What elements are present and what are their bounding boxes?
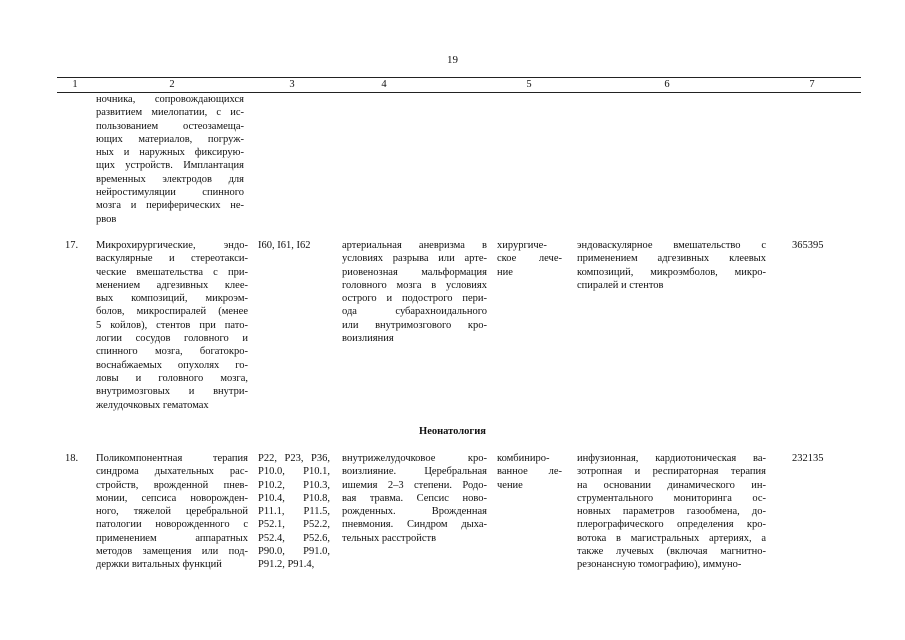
cell-line: P52.4, P52.6, (258, 532, 330, 544)
cell-line: чение (497, 479, 523, 491)
cell-line: ного, тяжелой церебральной (96, 506, 248, 518)
cell-line: острого и подострого пери- (342, 293, 487, 305)
cell-line: ода субарахноидального (342, 306, 487, 318)
cell-line: головного мозга в условиях (342, 279, 487, 291)
icd-codes-cell (258, 239, 328, 252)
cell-line: болов, микроспиралей (менее (96, 306, 248, 318)
cell-line: пневмония. Синдром дыха- (342, 519, 487, 531)
cost-cell: 232135 (792, 453, 824, 464)
cell-line: спинного мозга, богатокро- (96, 346, 248, 358)
cell-line: желудочковых гематомах (96, 399, 209, 411)
cell-line: риовенозная мальформация (342, 266, 487, 278)
cell-line: рвов (96, 213, 117, 225)
treatment-type-cell (497, 452, 562, 492)
cell-line: Микрохирургические, эндо- (96, 240, 248, 251)
row-number: 17. (65, 240, 79, 251)
cell-line: воизлияния (342, 333, 394, 345)
cell-line: плерографического определения кро- (577, 519, 766, 531)
cell-line: применением адгезивных клеевых (577, 253, 766, 265)
diagnosis-cell (342, 452, 487, 545)
table-header (57, 77, 861, 93)
cell-line: тельных расстройств (342, 532, 437, 544)
cell-line: менением адгезивных клее- (96, 279, 248, 291)
cell-line: инфузионная, кардиотоническая ва- (577, 453, 766, 464)
cell-line: ишемия 2–3 степени. Родо- (342, 479, 487, 491)
cell-line: ющих материалов, погруж- (96, 133, 244, 145)
section-title: Неонатология (419, 426, 486, 437)
cell-line: синдрома дыхательных рас- (96, 466, 248, 478)
cell-line: артериальная аневризма в (342, 240, 487, 251)
cell-line: ловы и головного мозга, (96, 372, 248, 384)
row-number: 18. (65, 453, 79, 464)
cell-line: композиций, микроэмболов, микро- (577, 266, 766, 278)
cell-line: временных электродов для (96, 173, 244, 185)
cell-line: зотропная и респираторная терапия (577, 466, 766, 478)
method-cell (577, 239, 766, 292)
cell-line: ское лече- (497, 253, 562, 265)
col-header-7: 7 (809, 79, 815, 90)
cell-line: логии сосудов головного и (96, 333, 248, 345)
cell-line: резонансную томографию), иммуно- (577, 559, 742, 571)
cell-line: внутримозговых и внутри- (96, 386, 248, 398)
col-header-6: 6 (664, 79, 670, 90)
cell-line: на основании динамического ин- (577, 479, 766, 491)
cell-line: эндоваскулярное вмешательство с (577, 240, 766, 251)
col-header-3: 3 (289, 79, 295, 90)
cell-line: P91.2, P91.4, (258, 559, 315, 571)
cell-line: хирургиче- (497, 240, 547, 251)
cell-line: патологии новорожденного с (96, 519, 248, 531)
continuation-cell (96, 93, 244, 226)
method-cell (577, 452, 766, 572)
cell-line: ных и наружных фиксирую- (96, 147, 244, 159)
page-number: 19 (447, 54, 458, 66)
cell-line: также лучевых (включая магнитно- (577, 546, 766, 558)
procedure-name-cell (96, 452, 248, 572)
cell-line: P90.0, P91.0, (258, 546, 330, 558)
icd-codes-cell (258, 452, 330, 572)
cell-line: новных параметров газообмена, до- (577, 506, 766, 518)
cell-line: струментального мониторинга ос- (577, 492, 766, 504)
cell-line: щих устройств. Имплантация (96, 160, 244, 172)
cell-line: ночника, сопровождающихся (96, 94, 244, 105)
cell-line: условиях разрыва или арте- (342, 253, 487, 265)
cell-line: вотока в магистральных артериях, а (577, 532, 766, 544)
col-header-4: 4 (381, 79, 387, 90)
procedure-name-cell (96, 239, 248, 412)
cell-line: развитием миелопатии, с ис- (96, 107, 244, 119)
cell-line: 5 койлов), стентов при пато- (96, 319, 248, 331)
diagnosis-cell (342, 239, 487, 345)
cell-line: I60, I61, I62 (258, 240, 311, 251)
cell-line: методов замещения или под- (96, 546, 248, 558)
cell-line: вых композиций, микроэм- (96, 293, 248, 305)
col-header-2: 2 (169, 79, 175, 90)
cell-line: стройств, врожденной пнев- (96, 479, 248, 491)
cell-line: рожденных. Врожденная (342, 506, 487, 518)
cell-line: ние (497, 266, 513, 278)
cell-line: спиралей и стентов (577, 279, 664, 291)
cell-line: воизлияние. Церебральная (342, 466, 487, 478)
col-header-5: 5 (526, 79, 532, 90)
cell-line: применением аппаратных (96, 532, 248, 544)
cell-line: P10.4, P10.8, (258, 492, 330, 504)
cell-line: держки витальных функций (96, 559, 222, 571)
cell-line: васкулярные и стереотакси- (96, 253, 248, 265)
cell-line: P10.0, P10.1, (258, 466, 330, 478)
cell-line: монии, сепсиса новорожден- (96, 492, 248, 504)
cell-line: пользованием остеозамеща- (96, 120, 244, 132)
cell-line: P11.1, P11.5, (258, 506, 330, 518)
cell-line: мозга и периферических не- (96, 200, 244, 212)
cell-line: Поликомпонентная терапия (96, 453, 248, 464)
cell-line: P10.2, P10.3, (258, 479, 330, 491)
cell-line: нейростимуляции спинного (96, 187, 244, 199)
treatment-type-cell (497, 239, 562, 279)
cell-line: воснабжаемых опухолях го- (96, 359, 248, 371)
cell-line: комбиниро- (497, 453, 550, 464)
col-header-1: 1 (72, 79, 78, 90)
cell-line: внутрижелудочковое кро- (342, 453, 487, 464)
cell-line: вая травма. Сепсис ново- (342, 492, 487, 504)
cell-line: P22, P23, P36, (258, 453, 330, 464)
cost-cell: 365395 (792, 240, 824, 251)
cell-line: ванное ле- (497, 466, 562, 478)
cell-line: ческие вмешательства с при- (96, 266, 248, 278)
cell-line: или внутримозгового кро- (342, 319, 487, 331)
cell-line: P52.1, P52.2, (258, 519, 330, 531)
